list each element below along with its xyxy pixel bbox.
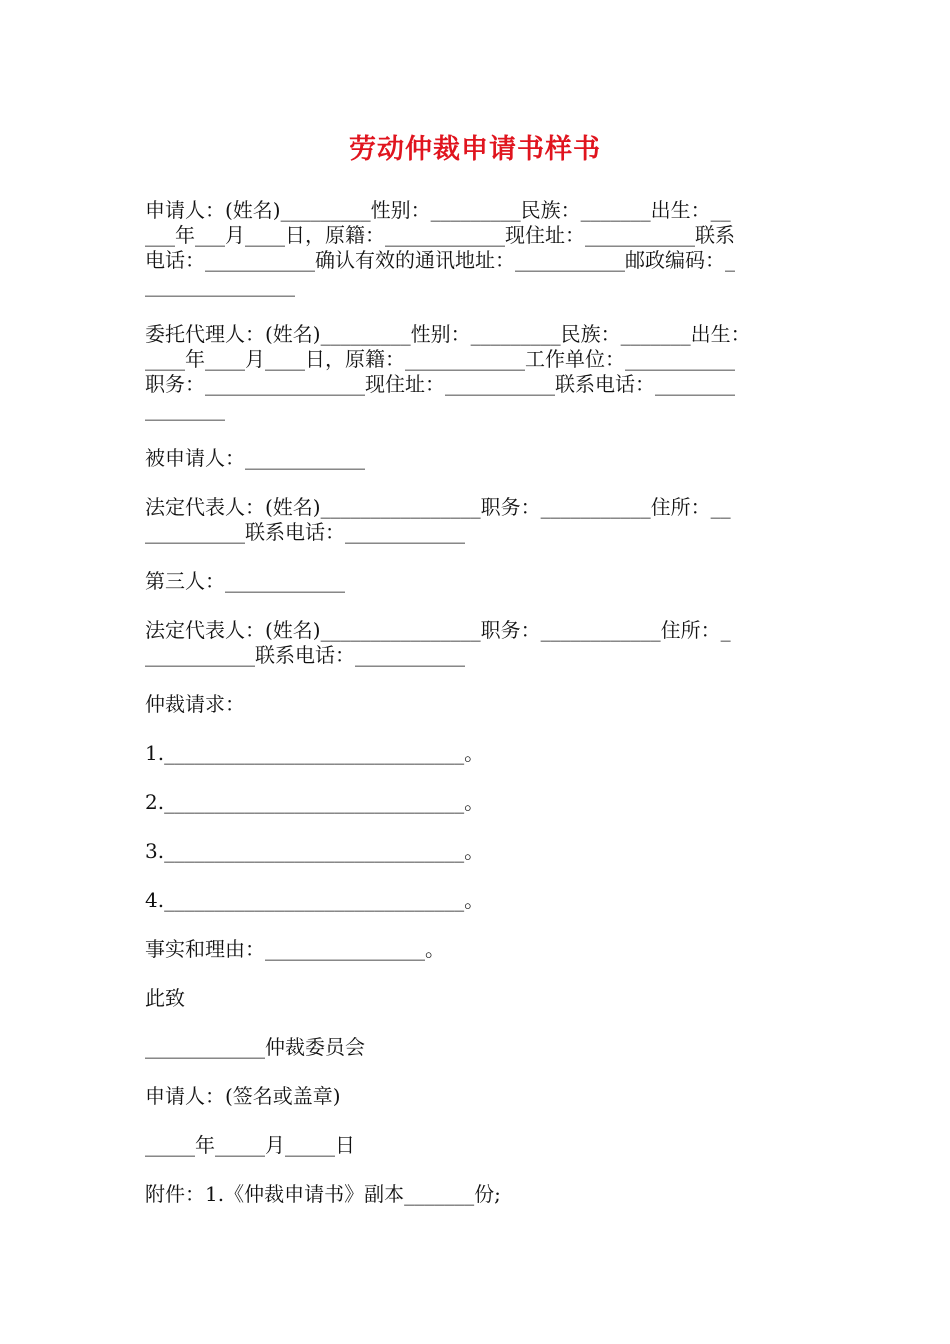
agent-line-3: 职务：________________现住址：___________联系电话：________ xyxy=(145,372,735,396)
applicant-line-3: 电话：___________确认有效的通讯地址：___________邮政编码：_ xyxy=(145,248,735,272)
third-party-section xyxy=(145,569,809,594)
respondent-rep-section xyxy=(145,495,809,545)
third-party-rep-line-1: 法定代表人：(姓名)________________职务：____________住所：_ xyxy=(145,618,731,642)
signature-date: _____年_____月_____日 xyxy=(145,1133,355,1157)
agent-line-1: 委托代理人：(姓名)_________性别：_________民族：_______出生： xyxy=(145,322,751,346)
third-party-rep-section xyxy=(145,618,809,668)
respondent-rep-line-2: __________联系电话：____________ xyxy=(145,520,465,544)
applicant-line-1: 申请人：(姓名)_________性别：_________民族：_______出生：__ xyxy=(145,198,731,222)
third-party-rep-line-2: ___________联系电话：___________ xyxy=(145,643,465,667)
respondent-section xyxy=(145,446,809,471)
claim-item-3: 3.______________________________。 xyxy=(145,839,485,863)
applicant-section xyxy=(145,198,809,298)
document-body xyxy=(145,198,809,1231)
document-title: 劳动仲裁申请书样书 xyxy=(349,134,601,165)
third-party-line-1: 第三人：____________ xyxy=(145,569,345,593)
claim-item-2: 2.______________________________。 xyxy=(145,790,485,814)
respondent-rep-line-1: 法定代表人：(姓名)________________职务：___________住所：__ xyxy=(145,495,731,519)
attachment-note: 附件：1.《仲裁申请书》副本_______份; xyxy=(145,1182,501,1206)
agent-section xyxy=(145,322,809,422)
arbitration-committee: ____________仲裁委员会 xyxy=(145,1035,365,1059)
respondent-line-1: 被申请人：____________ xyxy=(145,446,365,470)
agent-line-2: ____年____月____日，原籍：____________工作单位：___________ xyxy=(145,347,735,371)
applicant-signature: 申请人：(签名或盖章) xyxy=(145,1084,341,1108)
facts-and-reasons: 事实和理由：________________。 xyxy=(145,937,445,961)
agent-line-4: ________ xyxy=(145,397,225,421)
closing-salutation: 此致 xyxy=(145,986,185,1010)
applicant-line-4: _______________ xyxy=(145,273,295,297)
applicant-line-2: ___年___月____日，原籍：____________现住址：___________联系 xyxy=(145,223,735,247)
claim-item-4: 4.______________________________。 xyxy=(145,888,485,912)
claim-item-1: 1.______________________________。 xyxy=(145,741,485,765)
claims-heading: 仲裁请求： xyxy=(145,692,245,716)
